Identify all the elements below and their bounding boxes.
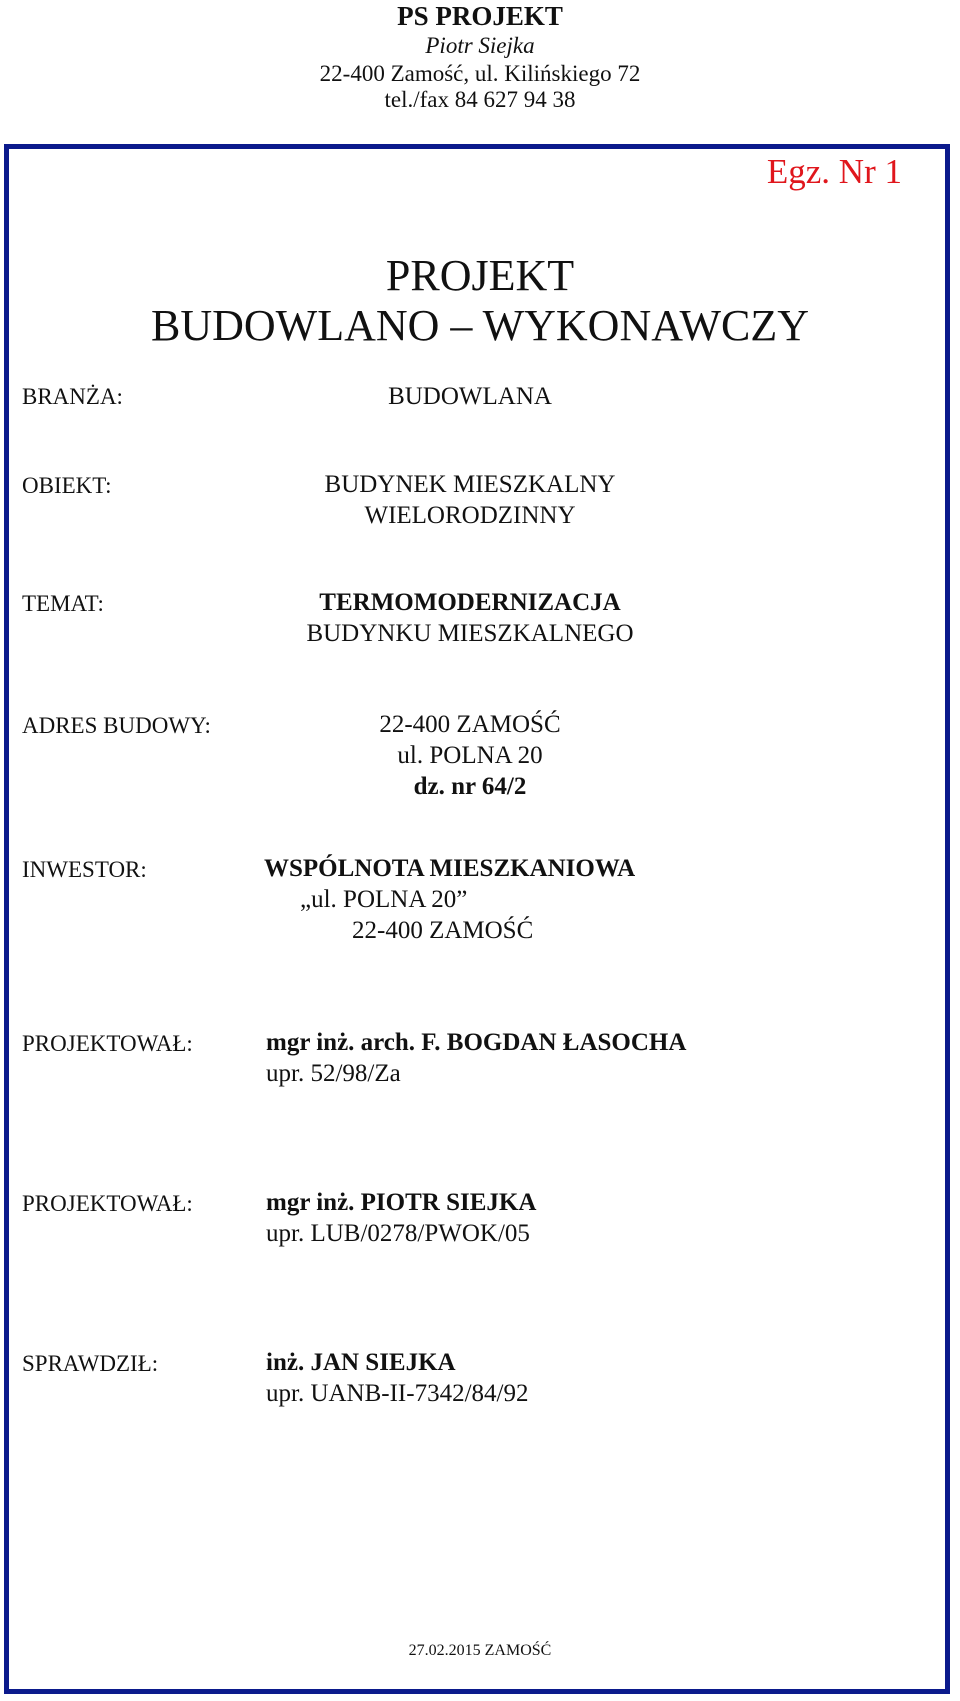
field-label-temat: TEMAT: (22, 591, 104, 616)
copy-number: Egz. Nr 1 (766, 152, 902, 191)
field-value-temat-line1: TERMOMODERNIZACJA (319, 589, 621, 616)
company-address: 22-400 Zamość, ul. Kilińskiego 72 (319, 61, 641, 86)
designer-2-name: mgr inż. PIOTR SIEJKA (266, 1189, 537, 1216)
field-label-projektowal-2: PROJEKTOWAŁ: (22, 1191, 193, 1216)
project-title-line2: BUDOWLANO – WYKONAWCZY (150, 301, 810, 350)
footer-date-place: 27.02.2015 ZAMOŚĆ (408, 1642, 552, 1659)
field-value-obiekt-line1: BUDYNEK MIESZKALNY (324, 471, 616, 498)
field-label-adres: ADRES BUDOWY: (22, 713, 211, 738)
field-label-sprawdzil: SPRAWDZIŁ: (22, 1351, 159, 1376)
field-value-obiekt-line2: WIELORODZINNY (364, 502, 576, 529)
field-value-adres-line1: 22-400 ZAMOŚĆ (379, 711, 561, 738)
company-phone: tel./fax 84 627 94 38 (384, 87, 576, 112)
field-label-projektowal-1: PROJEKTOWAŁ: (22, 1031, 193, 1056)
field-label-inwestor: INWESTOR: (22, 857, 147, 882)
owner-name: Piotr Siejka (425, 33, 535, 58)
field-value-adres-line2: ul. POLNA 20 (397, 742, 543, 769)
designer-1-name: mgr inż. arch. F. BOGDAN ŁASOCHA (266, 1029, 687, 1056)
checker-license: upr. UANB-II-7342/84/92 (266, 1380, 529, 1407)
company-name: PS PROJEKT (397, 1, 563, 31)
designer-1-license: upr. 52/98/Za (266, 1060, 401, 1087)
field-value-adres-line3: dz. nr 64/2 (413, 773, 527, 800)
project-title-line1: PROJEKT (385, 251, 575, 300)
field-value-branza: BUDOWLANA (388, 383, 552, 410)
field-value-inwestor-line3: 22-400 ZAMOŚĆ (352, 917, 534, 944)
field-value-temat-line2: BUDYNKU MIESZKALNEGO (306, 620, 634, 647)
field-label-obiekt: OBIEKT: (22, 473, 112, 498)
field-label-branza: BRANŻA: (22, 384, 123, 409)
field-value-inwestor-line1: WSPÓLNOTA MIESZKANIOWA (264, 855, 636, 882)
checker-name: inż. JAN SIEJKA (266, 1349, 456, 1376)
designer-2-license: upr. LUB/0278/PWOK/05 (266, 1220, 530, 1247)
field-value-inwestor-line2: „ul. POLNA 20” (300, 886, 468, 913)
